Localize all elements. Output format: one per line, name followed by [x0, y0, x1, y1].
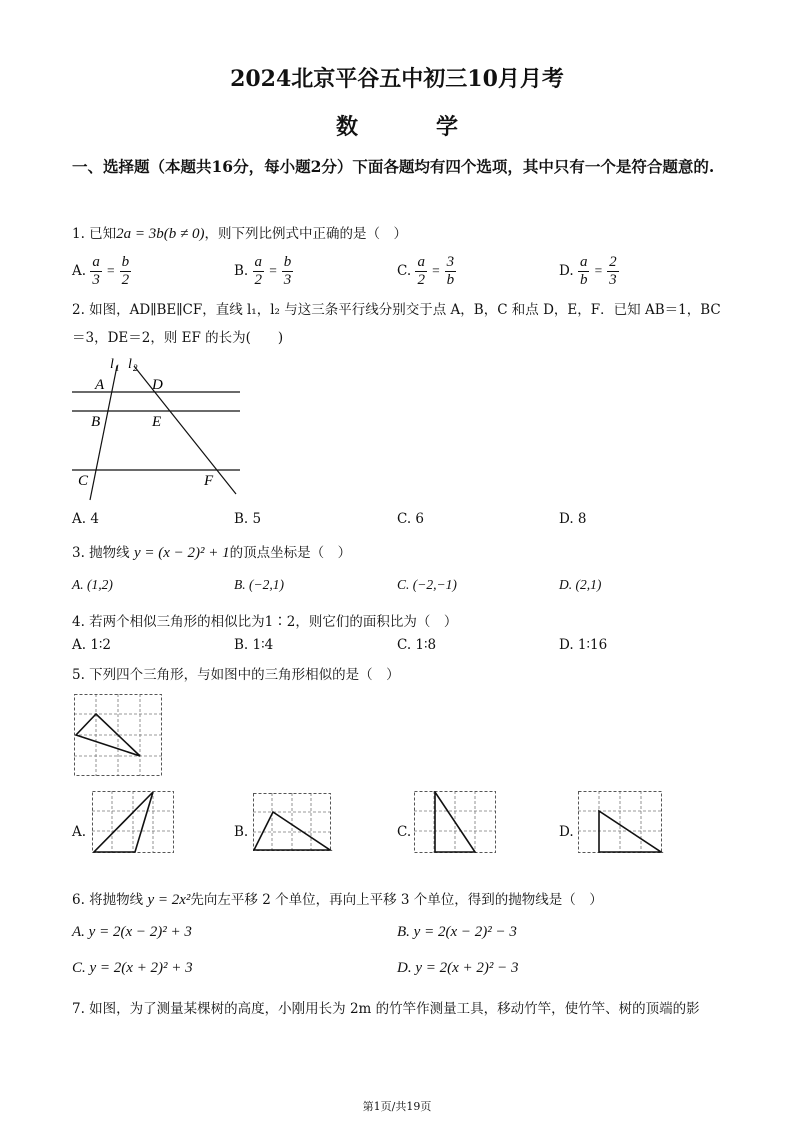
svg-text:B: B [91, 414, 101, 430]
section-heading: 一、选择题（本题共16分，每小题2分）下面各题均有四个选项，其中只有一个是符合题意的. [72, 157, 715, 176]
question-6-option-b: B. y = 2(x − 2)² − 3 [397, 924, 517, 940]
question-7-stem: 7. 如图，为了测量某棵树的高度，小刚用长为 2m 的竹竿作测量工具，移动竹竿，使竹竿、树的顶端的影 [72, 1001, 700, 1017]
reference-triangle-grid [74, 694, 164, 778]
question-6-option-c: C. y = 2(x + 2)² + 3 [72, 960, 193, 976]
question-5-option-b-label: B. [234, 824, 249, 840]
svg-text:1: 1 [115, 363, 120, 373]
question-1-option-b: B. $\frac{a}{2}$ = $\frac{b}{3}$ [234, 254, 292, 288]
question-2-option-d: D. 8 [559, 511, 587, 527]
question-5-option-a-label: A. [72, 824, 87, 840]
option-c-triangle-grid [414, 791, 498, 855]
question-3-stem: 3. 抛物线 y = (x − 2)² + 1的顶点坐标是（ ） [72, 545, 352, 561]
svg-text:2: 2 [133, 363, 138, 373]
svg-text:A: A [95, 377, 105, 393]
question-2-option-a: A. 4 [72, 511, 99, 527]
question-2-stem: 2. 如图，AD∥BE∥CF，直线 l₁，l₂ 与这三条平行线分别交于点 A，B，C 和点 D，E，F．已知 AB＝1，BC＝3，DE＝2，则 EF 的长为( ) [72, 302, 721, 346]
svg-text:D: D [152, 377, 163, 393]
option-b-triangle-grid [253, 793, 333, 853]
question-3-option-a: A. (1,2) [72, 577, 113, 592]
question-3-option-d: D. (2,1) [559, 577, 602, 592]
question-1-option-c: C. $\frac{a}{2}$ = $\frac{3}{b}$ [397, 254, 455, 288]
svg-text:l: l [110, 357, 114, 372]
parallel-lines-figure [68, 352, 248, 504]
page-title: 2024北京平谷五中初三10月月考 [230, 66, 564, 92]
question-4-option-d: D. 1∶16 [559, 637, 608, 653]
svg-text:C: C [78, 473, 89, 489]
question-6-option-d: D. y = 2(x + 2)² − 3 [397, 960, 519, 976]
question-3-option-c: C. (−2,−1) [397, 577, 457, 592]
page-footer: 第1页/共19页 [362, 1100, 432, 1113]
question-6-option-a: A. y = 2(x − 2)² + 3 [72, 924, 192, 940]
question-3-option-b: B. (−2,1) [234, 577, 284, 592]
question-5-stem: 5. 下列四个三角形，与如图中的三角形相似的是（ ） [72, 667, 400, 683]
question-5-option-c-label: C. [397, 824, 412, 840]
question-4-stem: 4. 若两个相似三角形的相似比为1∶2，则它们的面积比为（ ） [72, 614, 458, 630]
question-4-option-c: C. 1∶8 [397, 637, 437, 653]
svg-text:l: l [128, 357, 132, 372]
question-5-option-d-label: D. [559, 824, 574, 840]
question-6-stem: 6. 将抛物线 y = 2x²先向左平移 2 个单位，再向上平移 3 个单位，得到的抛物线是（ ） [72, 892, 603, 908]
svg-text:E: E [152, 414, 162, 430]
question-2-option-b: B. 5 [234, 511, 262, 527]
option-d-triangle-grid [578, 791, 664, 855]
option-a-triangle-grid [92, 791, 176, 855]
svg-text:F: F [204, 473, 214, 489]
question-4-option-b: B. 1∶4 [234, 637, 274, 653]
question-1-option-d: D. $\frac{a}{b}$ = $\frac{2}{3}$ [559, 254, 617, 288]
question-4-option-a: A. 1∶2 [72, 637, 112, 653]
subject-title: 数 学 [335, 114, 486, 140]
question-1-stem: 1. 已知2a = 3b(b ≠ 0)，则下列比例式中正确的是（ ） [72, 226, 408, 242]
question-1-option-a: A. $\frac{a}{3}$ = $\frac{b}{2}$ [72, 254, 130, 288]
question-2-option-c: C. 6 [397, 511, 425, 527]
